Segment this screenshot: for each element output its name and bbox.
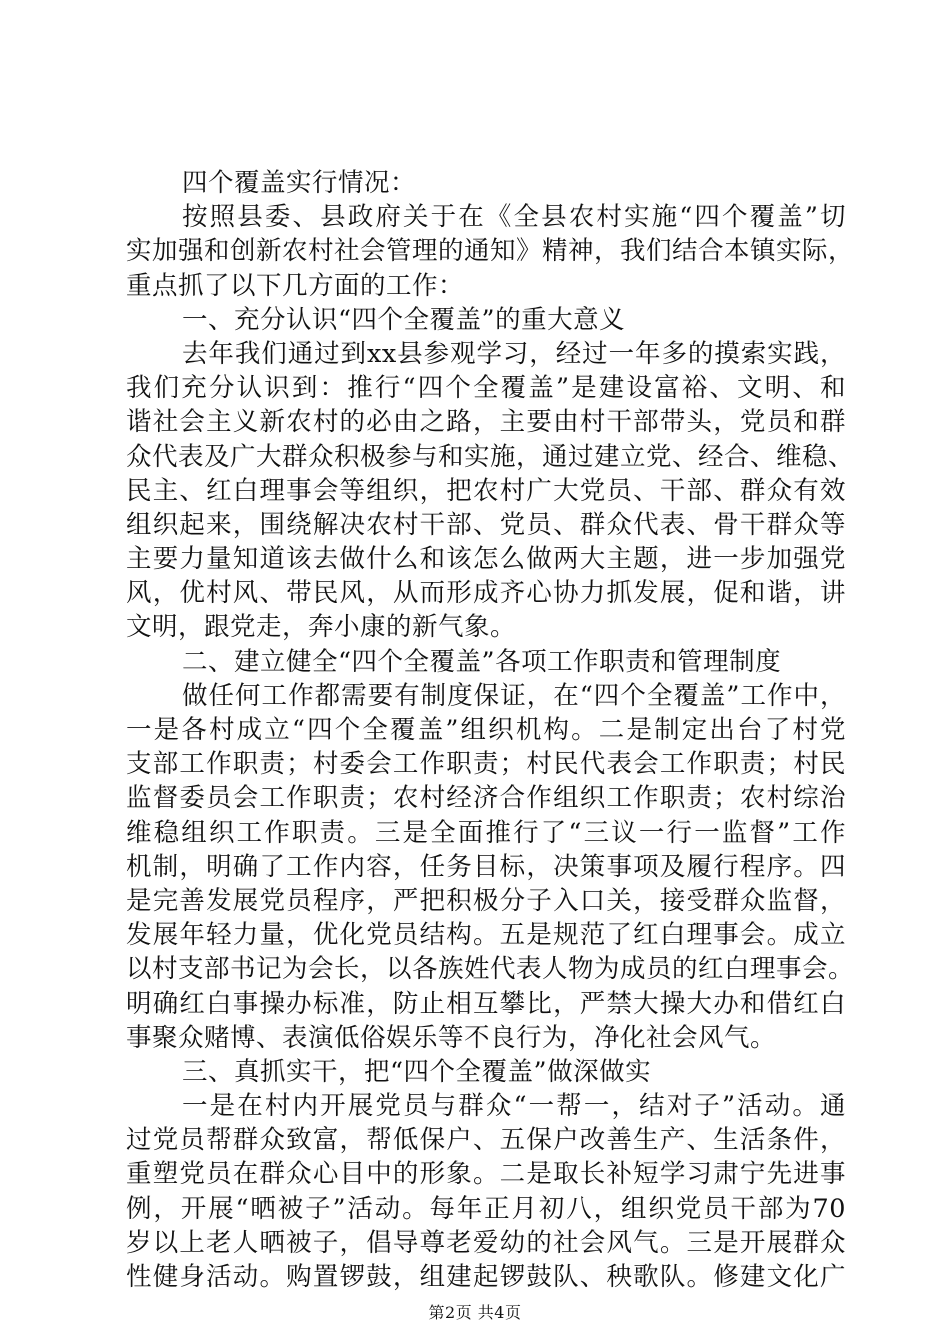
text-line: 支部工作职责；村委会工作职责；村民代表会工作职责；村民 [126, 749, 846, 780]
text-line: 过党员帮群众致富，帮低保户、五保户改善生产、生活条件， [126, 1125, 846, 1156]
text-line: 一、充分认识“四个全覆盖”的重大意义 [182, 304, 626, 335]
text-line: 实加强和创新农村社会管理的通知》精神，我们结合本镇实际， [126, 236, 855, 267]
text-line: 明确红白事操办标准，防止相互攀比，严禁大操大办和借红白 [126, 988, 846, 1019]
text-line: 四个覆盖实行情况： [182, 168, 417, 198]
text-line: 众代表及广大群众积极参与和实施，通过建立党、经合、维稳、 [126, 441, 855, 472]
text-line: 做任何工作都需要有制度保证，在“四个全覆盖”工作中， [182, 680, 846, 711]
text-line: 一是在村内开展党员与群众“一帮一，结对子”活动。通 [182, 1091, 846, 1122]
text-line: 以村支部书记为会长，以各族姓代表人物为成员的红白理事会。 [126, 954, 855, 985]
text-line: 我们充分认识到：推行“四个全覆盖”是建设富裕、文明、和 [126, 373, 846, 404]
text-line: 事聚众赌博、表演低俗娱乐等不良行为，净化社会风气。 [126, 1022, 777, 1053]
text-line: 三、真抓实干，把“四个全覆盖”做深做实 [182, 1056, 652, 1087]
text-line: 重塑党员在群众心目中的形象。二是取长补短学习肃宁先进事 [126, 1159, 846, 1190]
text-line: 民主、红白理事会等组织，把农村广大党员、干部、群众有效 [126, 475, 846, 506]
text-line: 是完善发展党员程序，严把积极分子入口关，接受群众监督， [126, 885, 846, 916]
text-line: 岁以上老人晒被子，倡导尊老爱幼的社会风气。三是开展群众 [126, 1227, 846, 1258]
text-line: 重点抓了以下几方面的工作： [126, 270, 465, 301]
text-line: 机制，明确了工作内容，任务目标，决策事项及履行程序。四 [126, 851, 846, 882]
document-body [126, 166, 855, 1294]
text-line: 文明，跟党走，奔小康的新气象。 [126, 612, 517, 643]
text-line: 发展年轻力量，优化党员结构。五是规范了红白理事会。成立 [126, 920, 846, 951]
page-footer [0, 1300, 950, 1323]
text-line: 风，优村风、带民风，从而形成齐心协力抓发展，促和谐，讲 [126, 578, 846, 609]
text-line: 谐社会主义新农村的必由之路，主要由村干部带头，党员和群 [126, 407, 846, 438]
page-indicator: 第2页 共4页 [428, 1303, 522, 1322]
text-line: 性健身活动。购置锣鼓，组建起锣鼓队、秧歌队。修建文化广 [126, 1262, 846, 1292]
text-line: 去年我们通过到xx县参观学习，经过一年多的摸索实践， [182, 338, 846, 369]
text-line: 例，开展“晒被子”活动。每年正月初八，组织党员干部为70 [126, 1193, 846, 1224]
text-line: 主要力量知道该去做什么和该怎么做两大主题，进一步加强党 [126, 544, 846, 575]
text-line: 一是各村成立“四个全覆盖”组织机构。二是制定出台了村党 [126, 715, 846, 745]
text-line: 二、建立健全“四个全覆盖”各项工作职责和管理制度 [182, 646, 782, 677]
text-line: 按照县委、县政府关于在《全县农村实施“四个覆盖”切 [182, 202, 846, 233]
text-line: 组织起来，围绕解决农村干部、党员、群众代表、骨干群众等 [126, 509, 846, 540]
text-line: 监督委员会工作职责；农村经济合作组织工作职责；农村综治 [126, 783, 846, 814]
text-line: 维稳组织工作职责。三是全面推行了“三议一行一监督”工作 [126, 817, 846, 848]
